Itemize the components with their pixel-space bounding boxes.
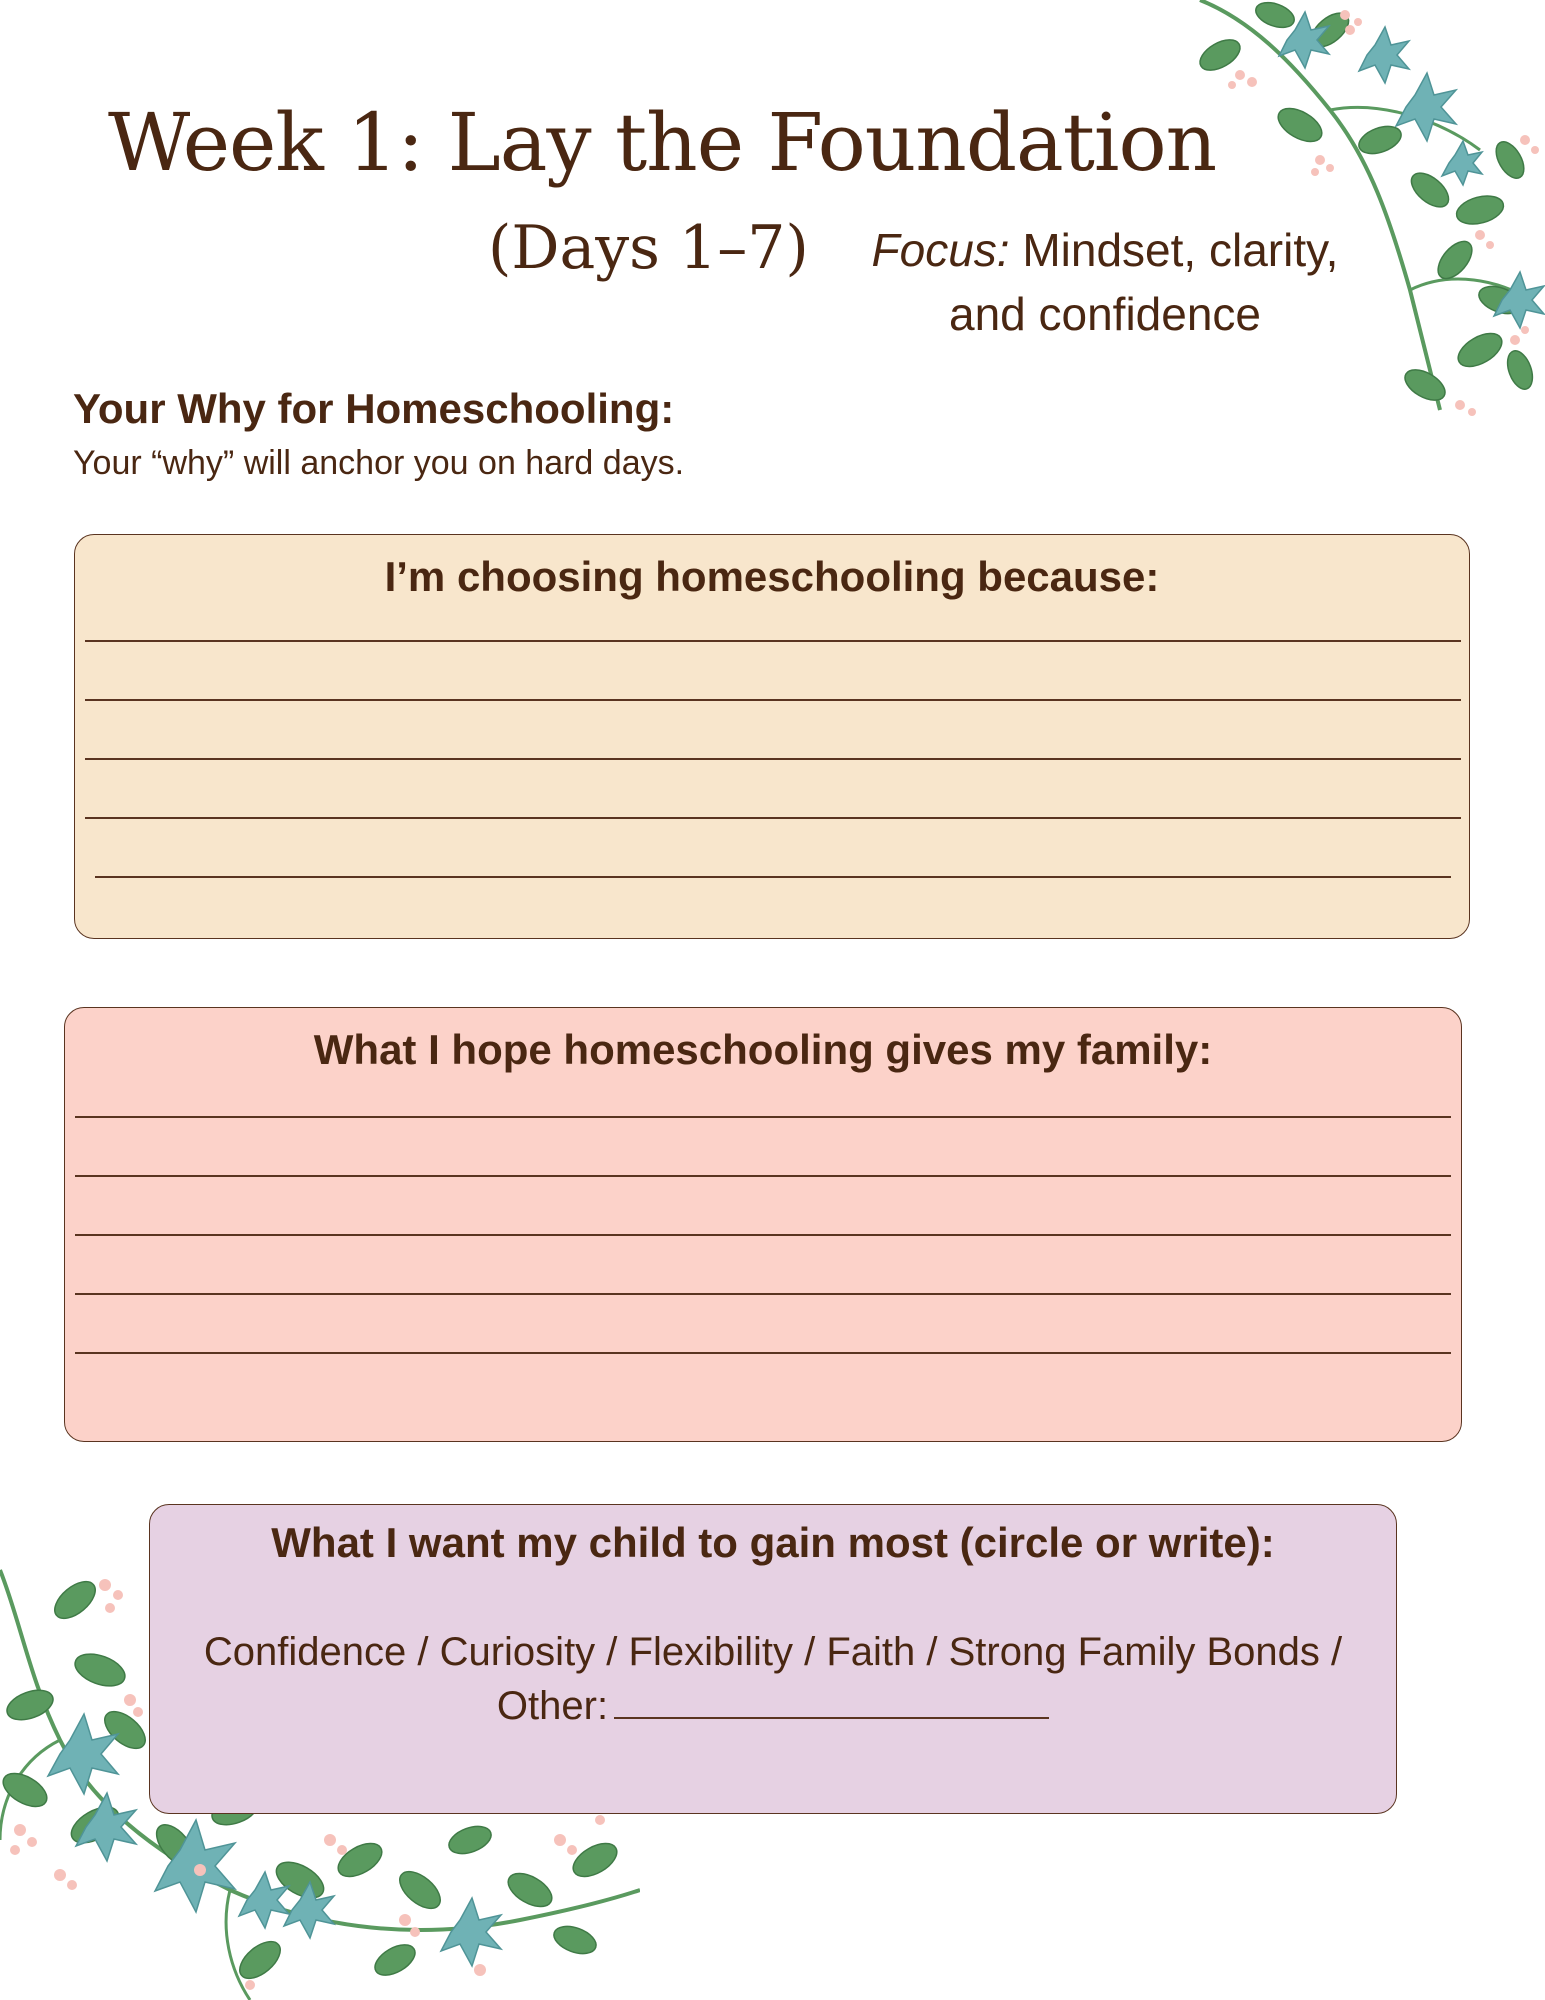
writing-line[interactable] — [75, 1234, 1451, 1236]
other-label: Other: — [496, 1684, 609, 1728]
focus-statement — [840, 218, 1370, 346]
child-gains-heading: What I want my child to gain most (circle or write): — [271, 1519, 1275, 1566]
focus-label: Focus: — [871, 224, 1010, 276]
why-subheading: Your “why” will anchor you on hard days. — [73, 444, 685, 482]
choosing-reasons-box — [74, 534, 1470, 939]
page-subtitle-days: (Days 1–7) — [488, 213, 809, 283]
page-title: Week 1: Lay the Foundation — [108, 96, 1217, 189]
choosing-reasons-heading: I’m choosing homeschooling because: — [384, 553, 1160, 600]
writing-line[interactable] — [95, 876, 1451, 878]
focus-text-line2: and confidence — [948, 288, 1262, 340]
other-write-in-line[interactable] — [614, 1689, 1049, 1719]
family-hopes-box — [64, 1007, 1462, 1442]
writing-line[interactable] — [85, 758, 1461, 760]
writing-line[interactable] — [75, 1293, 1451, 1295]
floral-vine-top-right-decoration — [1180, 0, 1545, 430]
writing-line[interactable] — [75, 1116, 1451, 1118]
family-hopes-heading: What I hope homeschooling gives my family: — [313, 1026, 1213, 1073]
why-heading: Your Why for Homeschooling: — [73, 385, 675, 432]
child-gains-options-line[interactable]: Confidence / Curiosity / Flexibility / Faith / Strong Family Bonds / — [203, 1630, 1343, 1674]
writing-line[interactable] — [85, 817, 1461, 819]
writing-line[interactable] — [85, 699, 1461, 701]
focus-text-line1: Mindset, clarity, — [1022, 224, 1339, 276]
child-gains-options — [150, 1625, 1396, 1733]
writing-line[interactable] — [75, 1175, 1451, 1177]
child-gains-box — [149, 1504, 1397, 1814]
child-gains-other-row — [160, 1679, 1386, 1733]
writing-line[interactable] — [85, 640, 1461, 642]
writing-line[interactable] — [75, 1352, 1451, 1354]
